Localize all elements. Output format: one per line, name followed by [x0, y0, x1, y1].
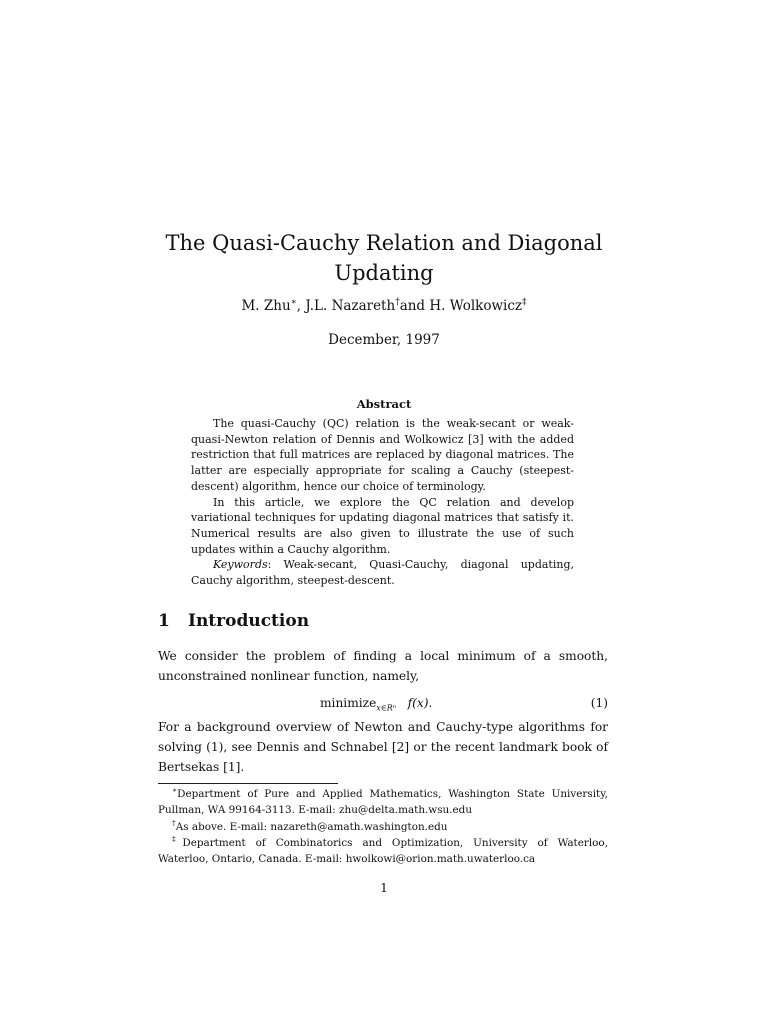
footnote-mark: † — [395, 297, 400, 308]
keywords-label: Keywords — [213, 558, 268, 572]
equation-function: f(x). — [407, 696, 433, 710]
footnotes — [158, 786, 608, 867]
footnote-text: Department of Combinatorics and Optimization, University of Waterloo, Waterloo, Ontario, Canada. E-mail: hwolkowi@orion.math.uwaterloo.ca — [158, 836, 608, 866]
equation-operator: minimize — [320, 696, 377, 710]
section-title: Introduction — [188, 611, 310, 631]
abstract-paragraph: In this article, we explore the QC relation and develop variational techniques for updating diagonal matrices that satisfy it. Numerical results are also given to illustrate the use of such updates within a Cauchy algorithm. — [191, 495, 574, 556]
footnote-mark: † — [172, 818, 176, 828]
equation-expression — [320, 693, 432, 718]
keywords-paragraph — [191, 557, 574, 588]
author-name: H. Wolkowicz — [429, 298, 522, 314]
section-heading — [158, 611, 309, 631]
footnote-rule — [158, 783, 338, 784]
abstract-heading: Abstract — [356, 397, 412, 411]
abstract-body — [191, 416, 574, 589]
author-name: J.L. Nazareth — [305, 298, 396, 314]
page-number: 1 — [380, 881, 388, 895]
equation-number: (1) — [590, 696, 608, 710]
section-number: 1 — [158, 611, 170, 631]
author-separator: and — [399, 298, 430, 314]
author-separator: , — [296, 298, 306, 314]
footnote-mark: ‡ — [172, 834, 183, 844]
author-line — [150, 296, 618, 316]
abstract-paragraph: The quasi-Cauchy (QC) relation is the weak-secant or weak-quasi-Newton relation of Dennis and Wolkowicz [3] with the added restriction that full matrices are replaced by diagonal matrices. The latter are especially appropriate for scaling a Cauchy (steepest-descent) algorithm, hence our choice of terminology. — [191, 417, 574, 493]
author-name: M. Zhu — [241, 298, 291, 314]
footnote-mark: ‡ — [522, 297, 527, 308]
body-paragraph: We consider the problem of finding a local minimum of a smooth, unconstrained nonlinear function, namely, — [158, 649, 608, 683]
footnote — [158, 835, 608, 868]
body-paragraph: For a background overview of Newton and Cauchy-type algorithms for solving (1), see Dennis and Schnabel [2] or the recent landmark book of Bertsekas [1]. — [158, 720, 608, 774]
footnote-text: As above. E-mail: nazareth@amath.washington.edu — [175, 820, 448, 833]
equation-subscript: x∈Rⁿ — [376, 703, 396, 713]
footnote-text: Department of Pure and Applied Mathematics, Washington State University, Pullman, WA 99164-3113. E-mail: zhu@delta.math.wsu.edu — [158, 788, 608, 817]
footnote-mark: ∗ — [172, 785, 178, 795]
keywords-list: : Weak-secant, Quasi-Cauchy, diagonal updating, Cauchy algorithm, steepest-descent. — [191, 558, 574, 588]
paper-date: December, 1997 — [328, 332, 440, 348]
paper-title: The Quasi-Cauchy Relation and Diagonal Updating — [165, 231, 603, 285]
footnote — [158, 786, 608, 819]
footnote — [158, 819, 608, 835]
footnote-mark: ∗ — [290, 297, 297, 308]
